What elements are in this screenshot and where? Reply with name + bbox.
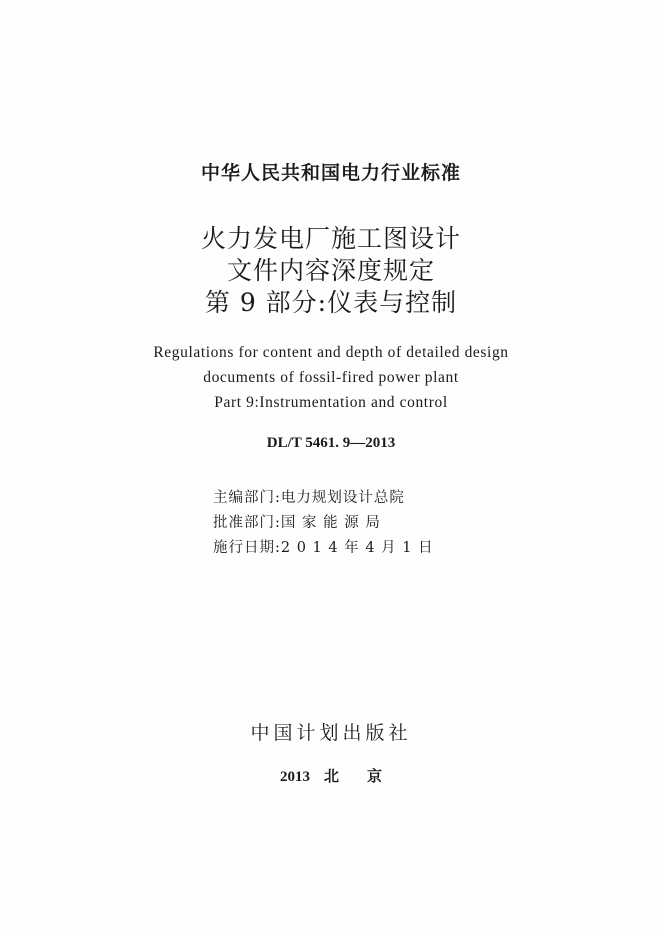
info-block [213, 486, 434, 561]
imprint-city-char-1: 北 [323, 769, 339, 785]
publisher-name: 中国计划出版社 [250, 722, 412, 744]
imprint-line [0, 765, 662, 786]
imprint-city-char-2: 京 [367, 769, 383, 785]
title-cn-line-2: 文件内容深度规定 [226, 256, 435, 285]
title-en-line-1: Regulations for content and depth of detailed design [153, 344, 509, 361]
standard-code: DL/T 5461. 9—2013 [266, 435, 396, 451]
title-cn-line-3: 第 9 部分:仪表与控制 [204, 288, 458, 317]
title-en-line-3: Part 9:Instrumentation and control [214, 394, 448, 411]
editor-department: 主编部门:电力规划设计总院 [213, 490, 405, 506]
title-en-line-2: documents of fossil-fired power plant [203, 369, 459, 386]
approving-department: 批准部门:国 家 能 源 局 [213, 515, 381, 531]
imprint-year: 2013 [279, 769, 310, 785]
title-cn-line-1: 火力发电厂施工图设计 [200, 224, 461, 253]
industry-standard-heading: 中华人民共和国电力行业标准 [200, 162, 461, 184]
effective-date: 施行日期:2 0 1 4 年 4 月 1 日 [213, 540, 434, 556]
